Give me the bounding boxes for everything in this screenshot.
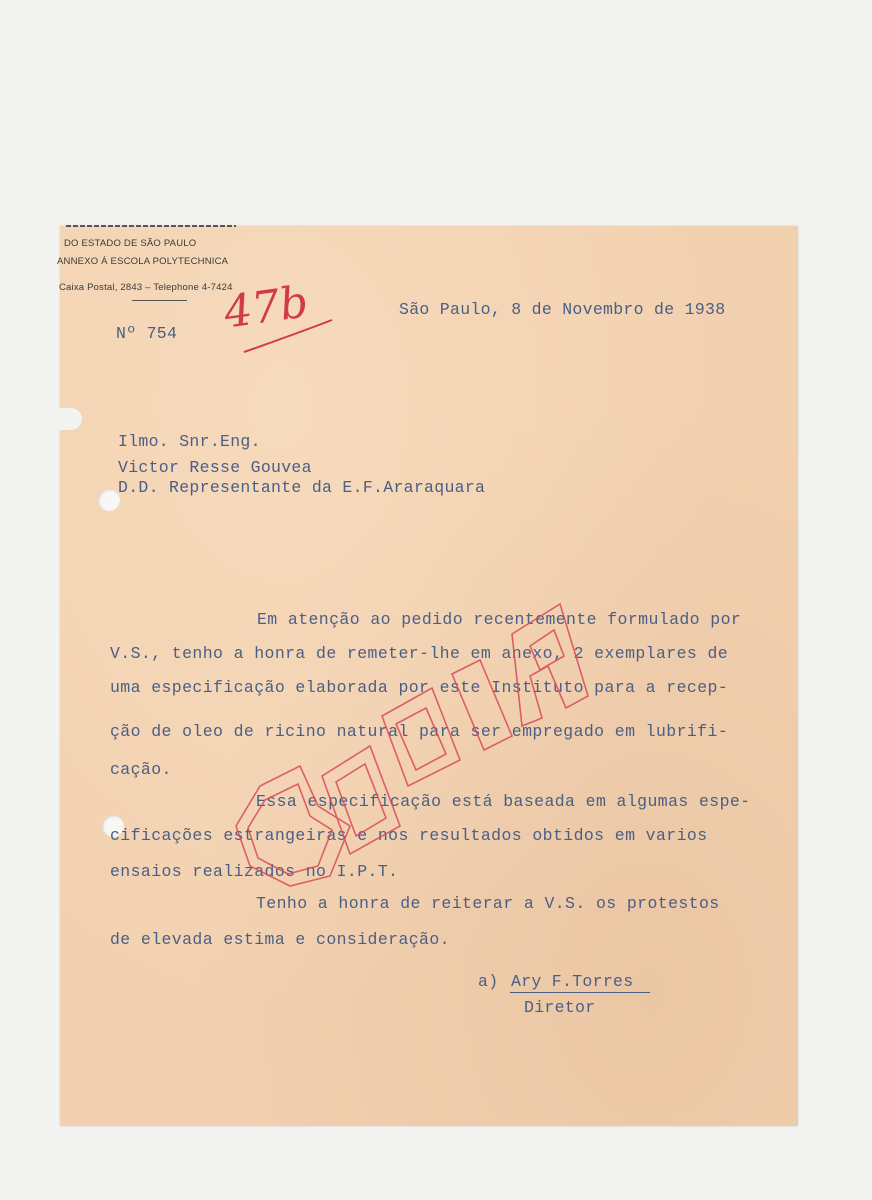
signature-prefix: a) (478, 972, 499, 991)
body-line: uma especificação elaborada por este Instituto para a recep- (110, 678, 729, 697)
body-line: Essa especificação está baseada em algumas espe- (256, 792, 751, 811)
letter-paper (57, 226, 798, 1126)
body-line: V.S., tenho a honra de remeter-lhe em anexo, 2 exemplares de (110, 644, 729, 663)
body-line: cação. (110, 760, 172, 779)
signature-name: Ary F.Torres (511, 972, 634, 991)
copia-stamp (60, 226, 798, 1126)
letterhead-line-3: Caixa Postal, 2843 – Telephone 4-7424 (59, 282, 233, 293)
handwritten-note: 47b (220, 276, 312, 339)
body-line: Tenho a honra de reiterar a V.S. os protestos (256, 894, 720, 913)
recipient-line-1: Ilmo. Snr.Eng. (118, 432, 261, 451)
body-line: cificações estrangeiras e nos resultados obtidos em varios (110, 826, 708, 845)
recipient-line-3: D.D. Representante da E.F.Araraquara (118, 478, 486, 497)
recipient-line-2: Victor Resse Gouvea (118, 458, 312, 477)
body-line: de elevada estima e consideração. (110, 930, 450, 949)
document-number: Nº 754 (116, 324, 178, 343)
letterhead-line-2: ANNEXO Á ESCOLA POLYTECHNICA (57, 256, 229, 267)
letter-date: São Paulo, 8 de Novembro de 1938 (399, 300, 726, 319)
signature-title: Diretor (524, 998, 596, 1017)
body-line: ção de oleo de ricino natural para ser empregado em lubrifi- (110, 722, 729, 741)
body-line: Em atenção ao pedido recentemente formulado por (257, 610, 742, 629)
body-line: ensaios realizados no I.P.T. (110, 862, 399, 881)
letterhead-line-1: DO ESTADO DE SÃO PAULO (64, 238, 197, 249)
